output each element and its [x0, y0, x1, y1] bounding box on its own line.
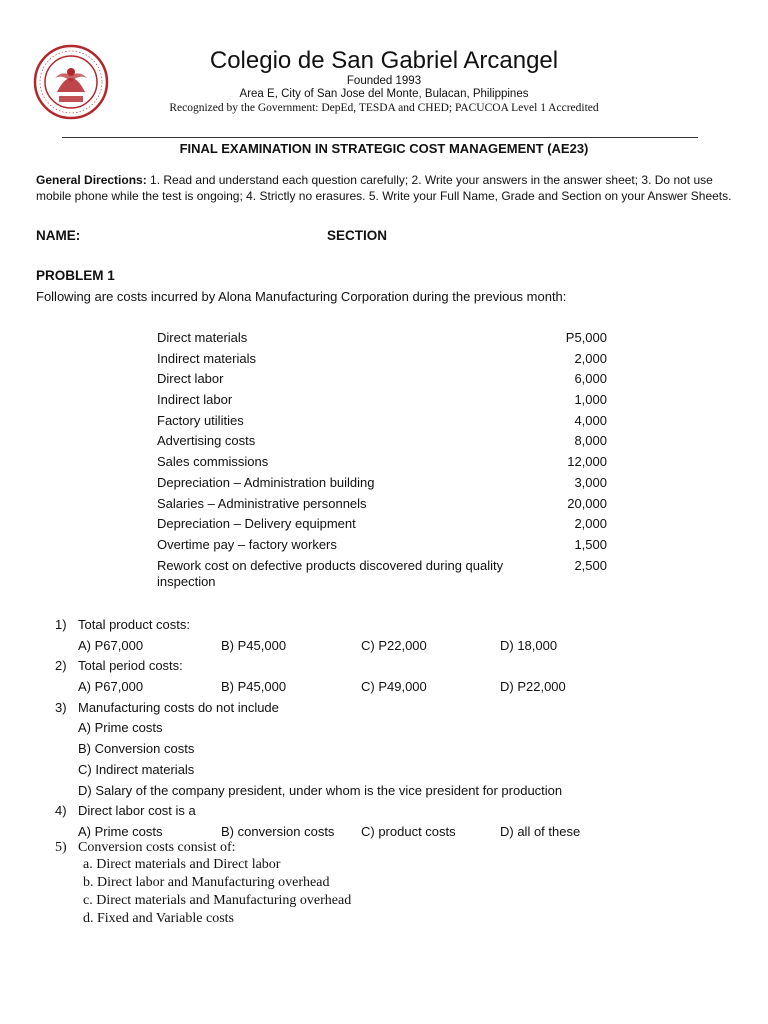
option-1a: A) P67,000 [78, 638, 144, 653]
cost-row [157, 433, 607, 454]
option-4c: C) product costs [361, 824, 456, 839]
cost-amount: 6,000 [574, 371, 607, 387]
option-3a: A) Prime costs [78, 720, 163, 735]
cost-row [157, 516, 607, 537]
option-3c: C) Indirect materials [78, 762, 195, 777]
cost-label: Indirect labor [157, 392, 233, 408]
option-2d: D) P22,000 [500, 679, 566, 694]
cost-amount: 8,000 [574, 433, 607, 449]
cost-amount: 12,000 [567, 454, 607, 470]
question-3 [55, 700, 655, 716]
cost-label: Rework cost on defective products discovered during quality inspection [157, 557, 504, 589]
option-1b: B) P45,000 [221, 638, 287, 653]
cost-amount: 2,000 [574, 350, 607, 366]
question-number: 3) [55, 700, 67, 715]
question-number: 2) [55, 658, 67, 673]
general-directions [36, 172, 736, 204]
option-4b: B) conversion costs [221, 824, 335, 839]
question-text: Total period costs: [78, 658, 183, 673]
problem-title: PROBLEM 1 [36, 268, 115, 283]
option-2b: B) P45,000 [221, 679, 287, 694]
cost-label: Depreciation – Delivery equipment [157, 516, 356, 532]
cost-label: Direct materials [157, 330, 248, 345]
cost-row [157, 413, 607, 434]
school-address: Area E, City of San Jose del Monte, Bulacan, Philippines [239, 88, 529, 100]
cost-table [157, 330, 607, 598]
cost-label: Sales commissions [157, 454, 269, 470]
question-number: 5) [55, 840, 67, 855]
option-4d: D) all of these [500, 824, 581, 839]
cost-row [157, 392, 607, 413]
header-divider [62, 137, 698, 138]
cost-row [157, 454, 607, 475]
founded-year: Founded 1993 [346, 75, 422, 87]
cost-amount: 20,000 [567, 495, 607, 511]
question-5 [55, 840, 655, 858]
cost-label: Factory utilities [157, 412, 244, 428]
cost-label: Salaries – Administrative personnels [157, 495, 367, 511]
cost-row [157, 371, 607, 392]
question-4 [55, 803, 655, 819]
option-3b: B) Conversion costs [78, 741, 195, 756]
cost-amount: 3,000 [574, 474, 607, 490]
option-5b: b. Direct labor and Manufacturing overhead [83, 875, 330, 890]
cost-row [157, 558, 607, 598]
cost-amount: P5,000 [565, 330, 607, 345]
cost-row [157, 475, 607, 496]
option-5d: d. Fixed and Variable costs [83, 911, 234, 926]
option-2a: A) P67,000 [78, 679, 144, 694]
name-field-label: NAME: [36, 228, 81, 243]
cost-label: Overtime pay – factory workers [157, 536, 337, 552]
option-4a: A) Prime costs [78, 824, 163, 839]
option-3d: D) Salary of the company president, under whom is the vice president for production [78, 783, 563, 798]
cost-label: Direct labor [157, 371, 224, 387]
cost-amount: 1,500 [574, 536, 607, 552]
question-text: Total product costs: [78, 617, 190, 632]
section-field-label: SECTION [327, 228, 388, 243]
question-2 [55, 658, 655, 674]
cost-row [157, 496, 607, 517]
accreditation-line: Recognized by the Government: DepEd, TESDA and CHED; PACUCOA Level 1 Accredited [169, 102, 599, 114]
option-2c: C) P49,000 [361, 679, 427, 694]
option-1d: D) 18,000 [500, 638, 558, 653]
cost-amount: 2,000 [574, 516, 607, 532]
cost-amount: 4,000 [574, 412, 607, 428]
cost-label: Depreciation – Administration building [157, 474, 375, 490]
exam-title: FINAL EXAMINATION IN STRATEGIC COST MANAGEMENT (AE23) [179, 141, 589, 156]
question-text: Manufacturing costs do not include [78, 700, 279, 715]
cost-row [157, 537, 607, 558]
cost-row [157, 330, 607, 351]
cost-label: Indirect materials [157, 350, 256, 366]
question-number: 4) [55, 803, 67, 818]
cost-row [157, 351, 607, 372]
directions-label: General Directions: [36, 173, 147, 187]
school-name: Colegio de San Gabriel Arcangel [209, 47, 559, 74]
question-1 [55, 617, 655, 633]
cost-label: Advertising costs [157, 433, 256, 449]
question-text: Direct labor cost is a [78, 803, 196, 818]
cost-amount: 1,000 [574, 392, 607, 408]
directions-text: 1. Read and understand each question carefully; 2. Write your answers in the answer sheet; 3. Do not use mobile phone while the test is ongoing; 4. Strictly no erasures. 5. Write your Full Name, Grade and Section on your Answer Sheets. [36, 173, 732, 203]
question-text: Conversion costs consist of: [78, 840, 236, 855]
cost-amount: 2,500 [574, 557, 607, 573]
option-5a: a. Direct materials and Direct labor [83, 857, 281, 872]
option-5c: c. Direct materials and Manufacturing overhead [83, 893, 352, 908]
problem-intro: Following are costs incurred by Alona Manufacturing Corporation during the previous month: [36, 289, 567, 304]
question-number: 1) [55, 617, 67, 632]
option-1c: C) P22,000 [361, 638, 427, 653]
